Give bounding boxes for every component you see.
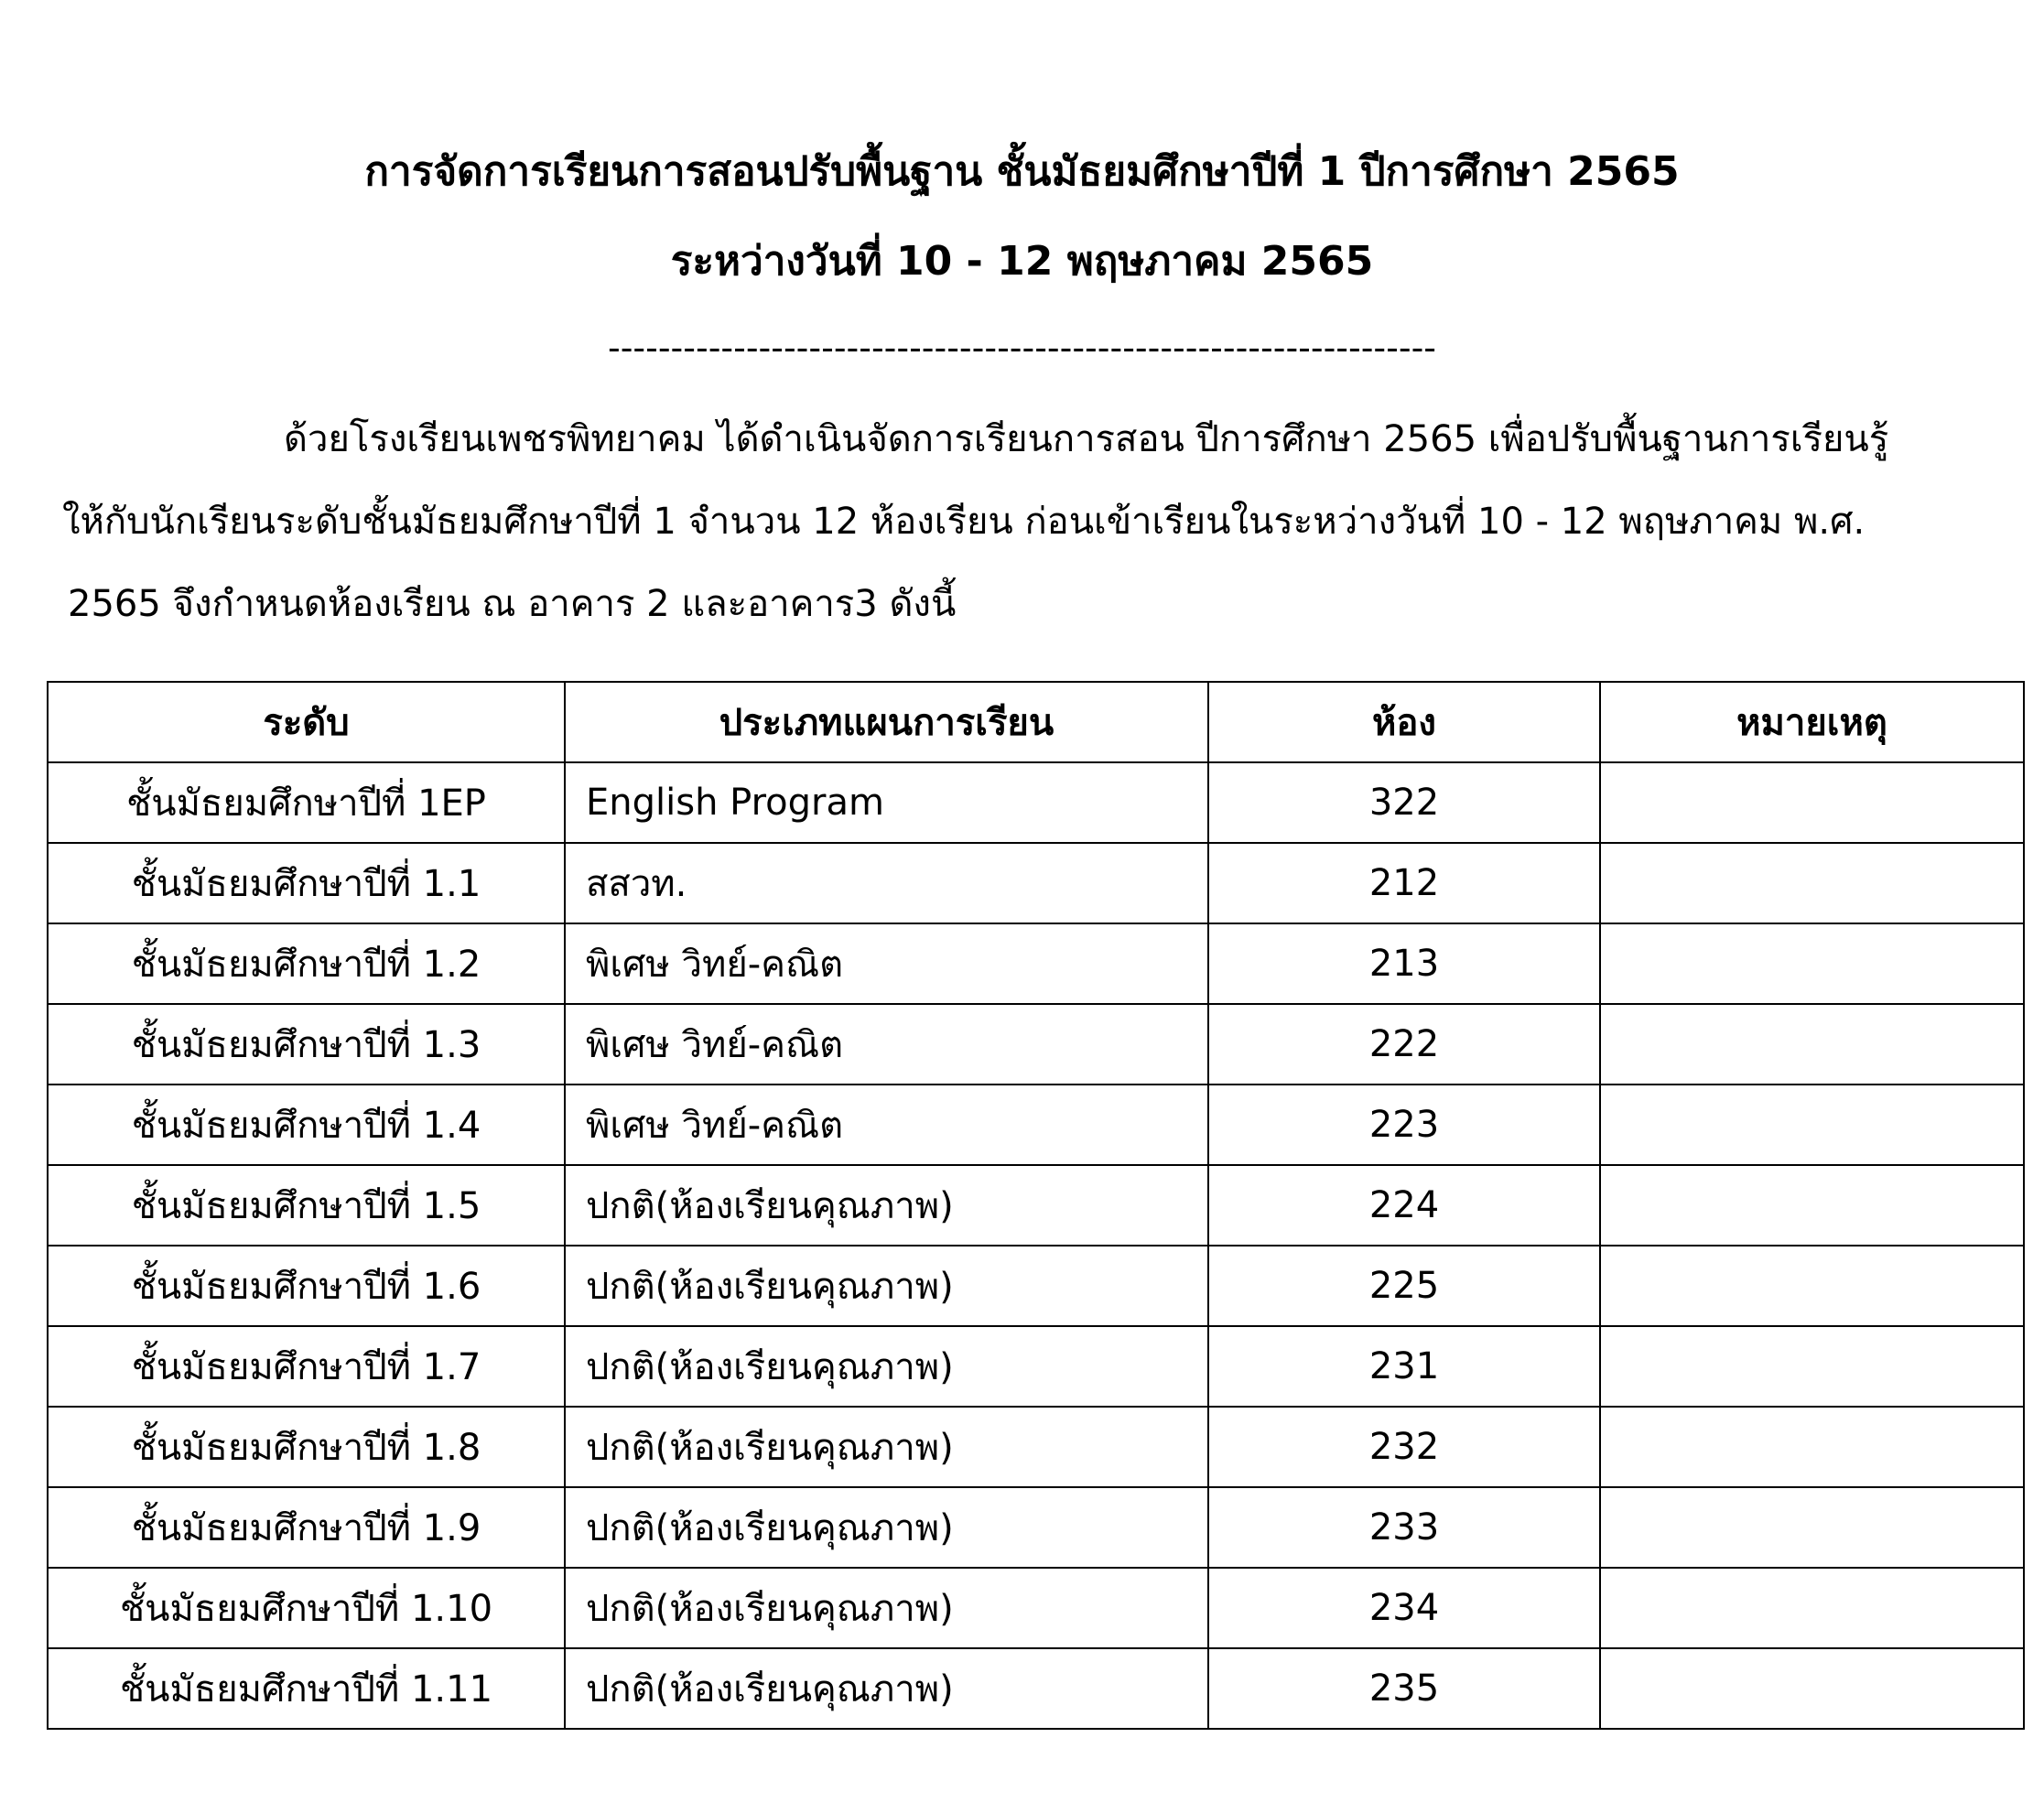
cell-level: ชั้นมัธยมศึกษาปีที่ 1.9 bbox=[48, 1487, 565, 1568]
table-row bbox=[48, 1568, 2024, 1648]
cell-room: 322 bbox=[1208, 762, 1600, 843]
cell-plan-type: ปกติ(ห้องเรียนคุณภาพ) bbox=[565, 1246, 1208, 1326]
cell-note bbox=[1600, 1487, 2024, 1568]
paragraph-line-3: 2565 จึงกำหนดห้องเรียน ณ อาคาร 2 และอาคาร3 ดังนี้ bbox=[68, 583, 957, 625]
cell-room: 225 bbox=[1208, 1246, 1600, 1326]
table-row bbox=[48, 1004, 2024, 1085]
cell-plan-type: ปกติ(ห้องเรียนคุณภาพ) bbox=[565, 1487, 1208, 1568]
table-row bbox=[48, 843, 2024, 923]
cell-note bbox=[1600, 762, 2024, 843]
paragraph-line-2: ให้กับนักเรียนระดับชั้นมัธยมศึกษาปีที่ 1 จำนวน 12 ห้องเรียน ก่อนเข้าเรียนในระหว่างวันที่ 10 - 12 พฤษภาคม พ.ศ. bbox=[62, 501, 1866, 543]
table-row bbox=[48, 762, 2024, 843]
cell-plan-type: พิเศษ วิทย์-คณิต bbox=[565, 1004, 1208, 1085]
cell-note bbox=[1600, 843, 2024, 923]
paragraph-line-1: ด้วยโรงเรียนเพชรพิทยาคม ได้ดำเนินจัดการเรียนการสอน ปีการศึกษา 2565 เพื่อปรับพื้นฐานการเรียนรู้ bbox=[284, 418, 1889, 460]
cell-room: 224 bbox=[1208, 1165, 1600, 1246]
document-title: การจัดการเรียนการสอนปรับพื้นฐาน ชั้นมัธยมศึกษาปีที่ 1 ปีการศึกษา 2565 bbox=[364, 148, 1680, 195]
header-level: ระดับ bbox=[48, 682, 565, 762]
cell-plan-type: ปกติ(ห้องเรียนคุณภาพ) bbox=[565, 1568, 1208, 1648]
cell-level: ชั้นมัธยมศึกษาปีที่ 1.11 bbox=[48, 1648, 565, 1729]
header-plan-type: ประเภทแผนการเรียน bbox=[565, 682, 1208, 762]
cell-plan-type: ปกติ(ห้องเรียนคุณภาพ) bbox=[565, 1165, 1208, 1246]
cell-note bbox=[1600, 923, 2024, 1004]
document-subtitle-dates: ระหว่างวันที่ 10 - 12 พฤษภาคม 2565 bbox=[670, 238, 1374, 285]
cell-level: ชั้นมัธยมศึกษาปีที่ 1EP bbox=[48, 762, 565, 843]
cell-level: ชั้นมัธยมศึกษาปีที่ 1.4 bbox=[48, 1085, 565, 1165]
table-row bbox=[48, 1326, 2024, 1407]
divider-line: ------------------------------------------------------------------ bbox=[608, 328, 1436, 368]
header-room: ห้อง bbox=[1208, 682, 1600, 762]
table-row bbox=[48, 1487, 2024, 1568]
table-row bbox=[48, 923, 2024, 1004]
table-row bbox=[48, 1648, 2024, 1729]
cell-room: 222 bbox=[1208, 1004, 1600, 1085]
cell-note bbox=[1600, 1085, 2024, 1165]
cell-room: 231 bbox=[1208, 1326, 1600, 1407]
cell-note bbox=[1600, 1568, 2024, 1648]
cell-level: ชั้นมัธยมศึกษาปีที่ 1.3 bbox=[48, 1004, 565, 1085]
cell-level: ชั้นมัธยมศึกษาปีที่ 1.2 bbox=[48, 923, 565, 1004]
cell-plan-type: พิเศษ วิทย์-คณิต bbox=[565, 1085, 1208, 1165]
cell-plan-type: English Program bbox=[565, 762, 1208, 843]
cell-plan-type: ปกติ(ห้องเรียนคุณภาพ) bbox=[565, 1326, 1208, 1407]
cell-note bbox=[1600, 1407, 2024, 1487]
cell-plan-type: พิเศษ วิทย์-คณิต bbox=[565, 923, 1208, 1004]
cell-level: ชั้นมัธยมศึกษาปีที่ 1.10 bbox=[48, 1568, 565, 1648]
cell-level: ชั้นมัธยมศึกษาปีที่ 1.8 bbox=[48, 1407, 565, 1487]
table-row bbox=[48, 1246, 2024, 1326]
cell-level: ชั้นมัธยมศึกษาปีที่ 1.1 bbox=[48, 843, 565, 923]
cell-plan-type: สสวท. bbox=[565, 843, 1208, 923]
cell-note bbox=[1600, 1165, 2024, 1246]
table-body bbox=[48, 762, 2024, 1729]
table-header-row bbox=[48, 682, 2024, 762]
cell-room: 233 bbox=[1208, 1487, 1600, 1568]
cell-room: 213 bbox=[1208, 923, 1600, 1004]
cell-plan-type: ปกติ(ห้องเรียนคุณภาพ) bbox=[565, 1648, 1208, 1729]
cell-note bbox=[1600, 1246, 2024, 1326]
cell-note bbox=[1600, 1648, 2024, 1729]
cell-note bbox=[1600, 1004, 2024, 1085]
cell-room: 235 bbox=[1208, 1648, 1600, 1729]
table-row bbox=[48, 1085, 2024, 1165]
cell-plan-type: ปกติ(ห้องเรียนคุณภาพ) bbox=[565, 1407, 1208, 1487]
cell-room: 223 bbox=[1208, 1085, 1600, 1165]
cell-level: ชั้นมัธยมศึกษาปีที่ 1.6 bbox=[48, 1246, 565, 1326]
cell-room: 234 bbox=[1208, 1568, 1600, 1648]
cell-room: 212 bbox=[1208, 843, 1600, 923]
cell-level: ชั้นมัธยมศึกษาปีที่ 1.5 bbox=[48, 1165, 565, 1246]
header-note: หมายเหตุ bbox=[1600, 682, 2024, 762]
table-row bbox=[48, 1407, 2024, 1487]
cell-level: ชั้นมัธยมศึกษาปีที่ 1.7 bbox=[48, 1326, 565, 1407]
cell-note bbox=[1600, 1326, 2024, 1407]
cell-room: 232 bbox=[1208, 1407, 1600, 1487]
table-row bbox=[48, 1165, 2024, 1246]
classroom-schedule-table bbox=[47, 681, 2025, 1730]
